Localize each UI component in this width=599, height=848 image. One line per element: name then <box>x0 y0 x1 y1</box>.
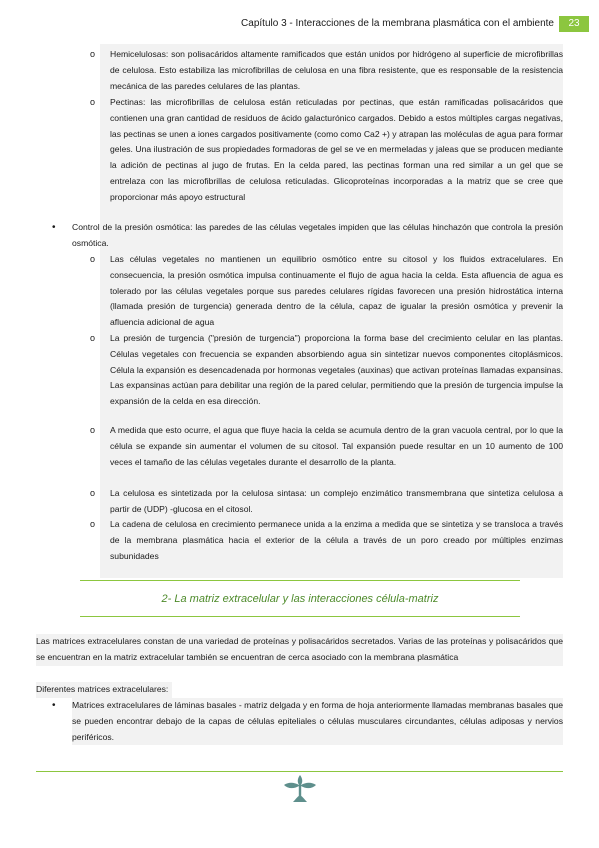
section-divider-top <box>80 580 520 581</box>
list-item-equilibrio-osmotico: Las células vegetales no mantienen un equilibrio osmótico entre su citosol y los fluidos extracelulares. En consecuencia, la presión osmótica impulsa continuamente el flujo de agua hacia la celda. Esta afluencia de agua es tolerado por las células vegetales porque sus paredes celulares rígidas favorecen una presión hidrostática interna (llamada presión de turgencia) generada dentro de la célula, capaz de igualar la presión osmótica y prevenir la afluencia adicional de agua <box>110 254 563 328</box>
sub-bullet-marker: o <box>90 254 96 264</box>
list-item-presion-turgencia: La presión de turgencia ("presión de turgencia") proporciona la forma base del crecimiento celular en las plantas. Células vegetales con frecuencia se expanden absorbiendo agua sin sintetizar nuevos componentes citoplásmicos. Célula la expansión es desencadenada por hormonas vegetales (auxinas) que activan proteínas llamadas expansinas. Las expansinas actúan para debilitar una región de la pared celular, permitiendo que la presión de turgencia impulse la expansión de la celda en esa dirección. <box>110 333 563 407</box>
intro-paragraph: Las matrices extracelulares constan de una variedad de proteínas y polisacáridos secretados. Varias de las proteínas y polisacáridos que se encuentran en la matriz extracelular también se encuentran de cerca asociado con la membrana plasmática <box>36 634 563 666</box>
sub-bullet-marker: o <box>90 333 96 343</box>
page-header <box>0 16 599 33</box>
list-item-celulosa-sintasa: La celulosa es sintetizada por la celulosa sintasa: un complejo enzimático transmembrana que sintetiza celulosa a partir de (UDP) -glucosa en el citosol. <box>110 488 563 514</box>
sub-bullet-marker: o <box>90 425 96 435</box>
list-item-presion-osmotica: Control de la presión osmótica: las paredes de las células vegetales impiden que las células hinchazón que controla la presión osmótica. <box>72 222 563 248</box>
sub-bullet-marker: o <box>90 488 96 498</box>
chapter-title: Capítulo 3 - Interacciones de la membrana plasmática con el ambiente <box>241 18 554 29</box>
list-label: Diferentes matrices extracelulares: <box>36 682 172 698</box>
page-number: 23 <box>559 16 589 32</box>
list-item-pectinas: Pectinas: las microfibrillas de celulosa están reticuladas por pectinas, que están ramificadas polisacáridos que contienen una gran cantidad de residuos de ácido galacturónico cargados. Debido a estos múltiples cargas negativas, las pectinas se unen a iones cargados positivamente (como como Ca2 +) y atrapan las moléculas de agua para formar geles. Una ilustración de sus propiedades formadoras de gel se ve en mermeladas y jaleas que se producen mediante la adición de pectinas al jugo de frutas. En la celda pared, las pectinas forman una red similar a un gel que se entrelaza con las microfibrillas de celulosa reticuladas. Glicoproteínas incorporadas a la matriz que se cree que proporcionar más apoyo estructural <box>110 97 563 202</box>
bullet-marker: • <box>52 700 56 711</box>
footer-divider <box>36 771 563 772</box>
section-heading: 2- La matriz extracelular y las interacciones célula-matriz <box>161 593 439 605</box>
section-divider-bottom <box>80 616 520 617</box>
list-item-laminas-basales: Matrices extracelulares de láminas basales - matriz delgada y en forma de hoja anteriormente llamadas membranas basales que se pueden encontrar debajo de la capas de células epiteliales o células musculares circundantes, células adiposas y nervios periféricos. <box>72 698 563 745</box>
list-item-hemicelulosas: Hemicelulosas: son polisacáridos altamente ramificados que están unidos por hidrógeno al superficie de microfibrillas de celulosa. Esto estabiliza las microfibrillas de celulosa en una fibra resistente, que es responsable de la resistencia mecánica de las paredes celulares de las plantas. <box>110 49 563 91</box>
bullet-marker: • <box>52 222 56 233</box>
sub-bullet-marker: o <box>90 519 96 529</box>
sub-bullet-marker: o <box>90 97 96 107</box>
sub-bullet-marker: o <box>90 49 96 59</box>
list-item-vacuola-central: A medida que esto ocurre, el agua que fluye hacia la celda se acumula dentro de la gran vacuola central, por lo que la célula se expande sin aumentar el volumen de su citosol. Tal expansión puede resultar en un 10 aumento de 100 veces el tamaño de las células vegetales durante el desarrollo de la planta. <box>110 425 563 467</box>
fleur-ornament-icon <box>283 773 317 808</box>
list-item-cadena-celulosa: La cadena de celulosa en crecimiento permanece unida a la enzima a medida que se sintetiza y se transloca a través de la membrana plasmática hacia el exterior de la célula a través de un poro creado por múltiples enzimas subunidades <box>110 519 563 561</box>
